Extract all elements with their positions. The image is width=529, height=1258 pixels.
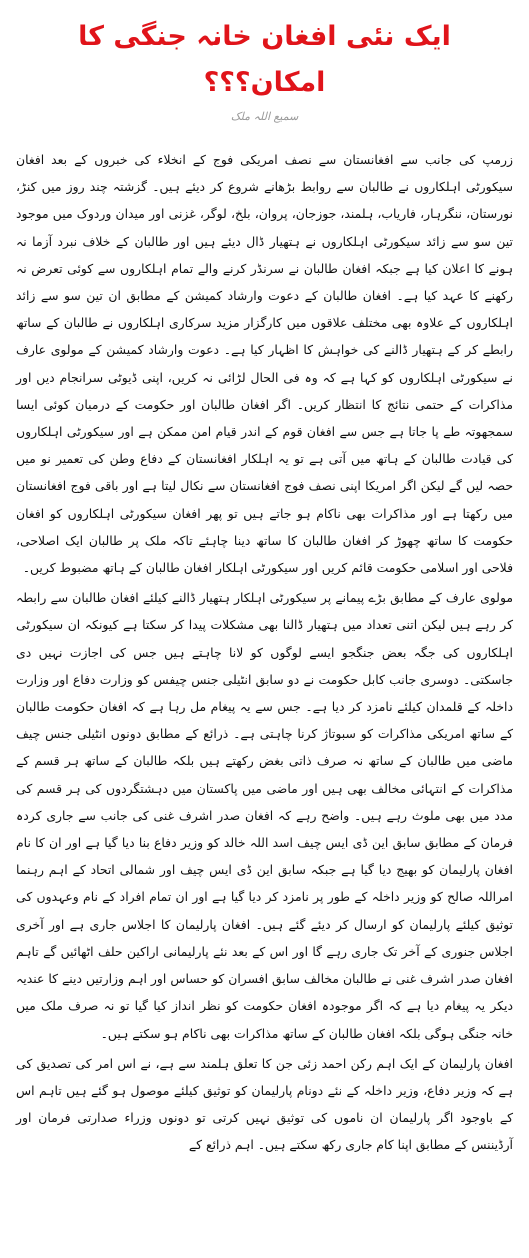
article-paragraph-1: زرمپ کی جانب سے افغانستان سے نصف امریکی فوج کے انخلاء کی خبروں کے بعد افغان سیکورٹی اہلکاروں نے طالبان سے روابط بڑھانے شروع کر دیئے ہیں۔ گزشتہ چند روز میں کنڑ، نورستان، ننگرہار، فاریاب، ہلمند، جوزجان، پروان، بلخ، لوگر، غزنی اور میدان وردوک میں موجود تین سو سے زائد سیکورٹی اہلکاروں نے ہتھیار ڈال دیئے ہیں اور طالبان کے خلاف نبرد آزما نہ ہونے کا اعلان کیا ہے جبکہ افغان طالبان نے سرنڈر کرنے والے تمام اہلکاروں سے کوئی تعرض نہ رکھنے کا عہد کیا ہے۔ افغان طالبان کے دعوت وارشاد کمیشن کے مطابق ان تین سو سے زائد اہلکاروں کے علاوہ بھی مختلف علاقوں میں کارگزار مزید سرکاری اہلکاروں نے طالبان کے ساتھ رابطے کر کے ہتھیار ڈالنے کی خواہش کا اظہار کیا ہے۔ دعوت وارشاد کمیشن کے مولوی عارف نے سیکورٹی اہلکاروں کو کہا ہے کہ وہ فی الحال لڑائی نہ کریں، اپنی ڈیوٹی سرانجام دیں اور مذاکرات کے حتمی نتائج کا انتظار کریں۔ اگر افغان طالبان اور حکومت کے درمیان کوئی ایسا سمجھوتہ طے پا جاتا ہے جس سے افغان قوم کے اندر قیام امن ممکن ہے اور سیکورٹی اہلکاروں کی قیادت طالبان کے ہاتھ میں آتی ہے تو یہ اہلکار افغانستان کے دفاع وطن کی تعمیر نو میں حصہ لیں گے لیکن اگر امریکا اپنی نصف فوج افغانستان سے نکال لیتا ہے اور باقی فوج افغانستان میں رکھتا ہے اور مذاکرات بھی ناکام ہو جاتے ہیں تو پھر افغان سیکورٹی اہلکاروں کو افغان حکومت کا ساتھ چھوڑ کر افغان طالبان کا ساتھ دینا چاہئے تاکہ ملک پر طالبان ایک اصلاحی، فلاحی اور اسلامی حکومت قائم کریں اور سیکورٹی اہلکار افغان طالبان کے ہاتھ مضبوط کریں۔ [16,152,513,576]
article-paragraph-2: مولوی عارف کے مطابق بڑے پیمانے پر سیکورٹی اہلکار ہتھیار ڈالنے کیلئے افغان طالبان سے رابطہ کر رہے ہیں لیکن اتنی تعداد میں ہتھیار ڈالنا بھی مشکلات پیدا کر سکتا ہے کیونکہ ان سیکورٹی اہلکاروں کی جگہ بعض جنگجو ایسے لوگوں کو لانا چاہتے ہیں جس کی اجازت نہیں دی جاسکتی۔ دوسری جانب کابل حکومت نے دو سابق انٹیلی جنس چیفس کو وزارت دفاع اور وزارت داخلہ کے قلمدان کیلئے نامزد کر دیا ہے۔ جس سے یہ پیغام مل رہا ہے کہ افغان حکومت طالبان کے ساتھ امریکی مذاکرات کو سبوتاژ کرنا چاہتی ہے۔ ذرائع کے مطابق دونوں انٹیلی جنس چیف ماضی میں طالبان کے ساتھ نہ صرف ذاتی بغض رکھتے ہیں بلکہ طالبان کے ساتھ ہر قسم کے مذاکرات کے انتہائی مخالف بھی ہیں اور ماضی میں پاکستان میں دہشتگردوں کی ہر قسم کی مدد میں بھی ملوث رہے ہیں۔ واضح رہے کہ افغان صدر اشرف غنی کی جانب سے جاری کردہ فرمان کے مطابق سابق این ڈی ایس چیف اسد اللہ خالد کو وزیر دفاع بنا دیا گیا ہے اور ان کا نام افغان پارلیمان کو بھیج دیا گیا ہے جبکہ سابق این ڈی ایس چیف اور شمالی اتحاد کے اہم رہنما امراللہ صالح کو وزیر داخلہ کے طور پر نامزد کر دیا گیا ہے اور ان تمام افراد کے نام وعہدوں کی توثیق کیلئے پارلیمان کو ارسال کر دیئے گئے ہیں۔ افغان پارلیمان کا اجلاس جاری ہے اور آخری اجلاس جنوری کے آخر تک جاری رہے گا اور اس کے بعد نئے پارلیمانی اراکین حلف اٹھائیں گے تاہم افغان صدر اشرف غنی نے طالبان مخالف سابق افسران کو حساس اور اہم وزارتیں دینے کا عندیہ دیکر یہ پیغام دیا ہے کہ اگر موجودہ افغان حکومت کو نظر انداز کیا گیا تو نہ صرف ملک میں خانہ جنگی ہوگی بلکہ افغان طالبان کے ساتھ مذاکرات بھی ناکام ہو سکتے ہیں۔ [16,590,513,1041]
article-paragraph-3: افغان پارلیمان کے ایک اہم رکن احمد زئی جن کا تعلق ہلمند سے ہے، نے اس امر کی تصدیق کی ہے کہ وزیر دفاع، وزیر داخلہ کے نئے دونام پارلیمان کو توثیق کیلئے موصول ہو گئے ہیں تاہم اس کے باوجود اگر پارلیمان ان ناموں کی توثیق نہیں کرتی تو دونوں وزراء صدارتی فرمان اور آرڈیننس کے مطابق اپنا کام جاری رکھ سکتے ہیں۔ اہم ذرائع کے [16,1055,513,1153]
article-headline: ایک نئی افغان خانہ جنگی کا امکان؟؟؟ [78,21,451,98]
article-body [16,146,513,1159]
article-byline: سمیع اللہ ملک [230,110,299,123]
